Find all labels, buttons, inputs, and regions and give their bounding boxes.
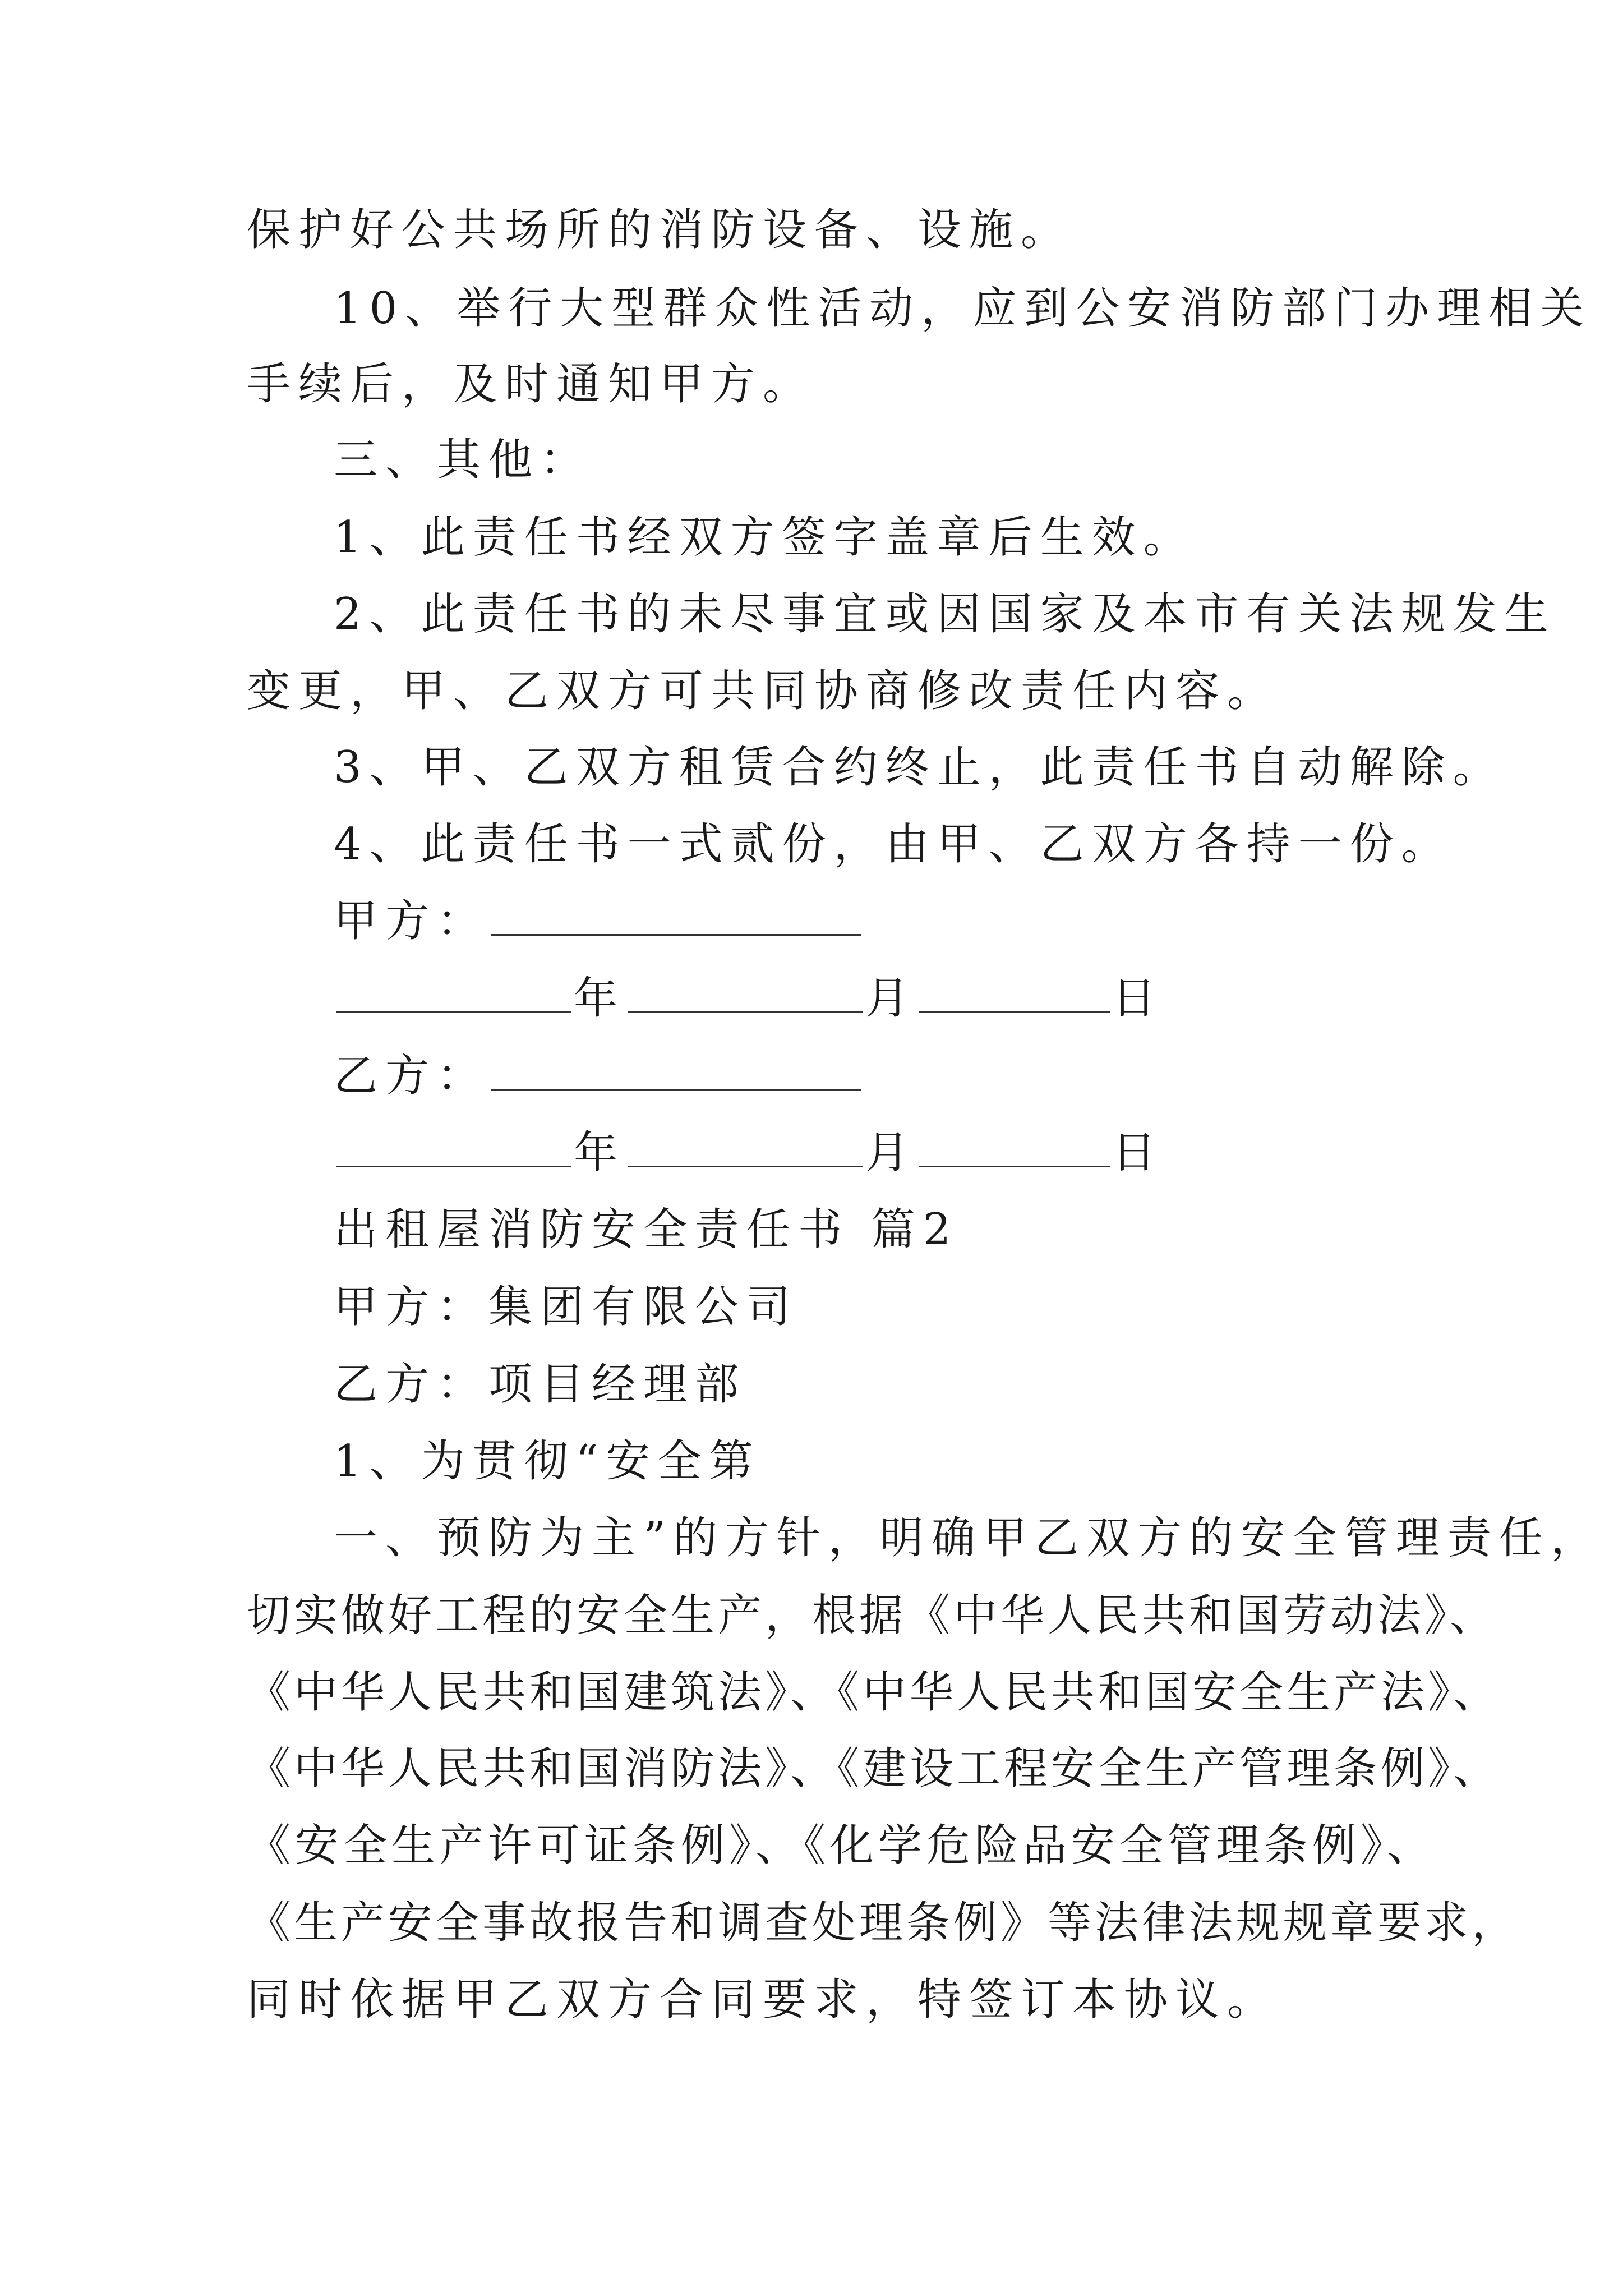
paragraph-line: 10、举行大型群众性活动，应到公安消防部门办理相关 <box>334 283 1592 334</box>
year-blank[interactable] <box>336 977 571 1013</box>
paragraph-line: 3、甲、乙双方租赁合约终止，此责任书自动解除。 <box>334 742 1505 793</box>
section-heading: 三、其他： <box>334 435 592 485</box>
paragraph-line: 《生产安全事故报告和调查处理条例》等法律法规规章要求， <box>247 1898 1519 1948</box>
party-b-label: 乙方： <box>334 1051 489 1101</box>
section-2-party-a: 甲方：集团有限公司 <box>334 1282 799 1332</box>
party-b-signature-blank[interactable] <box>491 1054 861 1091</box>
section-2-title: 出租屋消防安全责任书 篇2 <box>334 1204 959 1255</box>
section-2-party-b: 乙方：项目经理部 <box>334 1359 747 1410</box>
paragraph-line: 一、预防为主”的方针，明确甲乙双方的安全管理责任， <box>334 1513 1602 1563</box>
year-label: 年 <box>574 973 626 1024</box>
year-label: 年 <box>574 1128 626 1178</box>
day-blank[interactable] <box>919 1131 1110 1167</box>
paragraph-line: 切实做好工程的安全生产，根据《中华人民共和国劳动法》、 <box>247 1590 1497 1641</box>
month-blank[interactable] <box>628 1131 863 1167</box>
paragraph-line: 1、为贯彻“安全第 <box>334 1436 761 1487</box>
paragraph-line: 1、此责任书经双方签字盖章后生效。 <box>334 512 1195 563</box>
paragraph-line: 4、此责任书一式贰份，由甲、乙双方各持一份。 <box>334 819 1453 869</box>
day-label: 日 <box>1112 973 1164 1024</box>
paragraph-line: 同时依据甲乙双方合同要求，特签订本协议。 <box>247 1975 1279 2025</box>
paragraph-line: 手续后，及时通知甲方。 <box>247 359 815 409</box>
party-b-signature-row <box>334 1048 863 1104</box>
month-label: 月 <box>865 973 917 1024</box>
party-b-date-row <box>334 1125 1164 1181</box>
paragraph-line: 变更，甲、乙双方可共同协商修改责任内容。 <box>247 666 1279 716</box>
day-blank[interactable] <box>919 977 1110 1013</box>
party-a-label: 甲方： <box>334 896 489 946</box>
day-label: 日 <box>1112 1128 1164 1178</box>
month-blank[interactable] <box>628 977 863 1013</box>
party-a-signature-blank[interactable] <box>491 899 861 936</box>
paragraph-line: 《安全生产许可证条例》、《化学危险品安全管理条例》、 <box>247 1820 1436 1871</box>
paragraph-line: 2、此责任书的未尽事宜或因国家及本市有关法规发生 <box>334 589 1556 639</box>
party-a-signature-row <box>334 893 863 949</box>
paragraph-line: 《中华人民共和国建筑法》、《中华人民共和国安全生产法》、 <box>247 1667 1501 1718</box>
month-label: 月 <box>865 1128 917 1178</box>
paragraph-line: 保护好公共场所的消防设备、设施。 <box>247 205 1073 255</box>
paragraph-line: 《中华人民共和国消防法》、《建设工程安全生产管理条例》、 <box>247 1743 1501 1794</box>
party-a-date-row <box>334 970 1164 1027</box>
year-blank[interactable] <box>336 1131 571 1167</box>
